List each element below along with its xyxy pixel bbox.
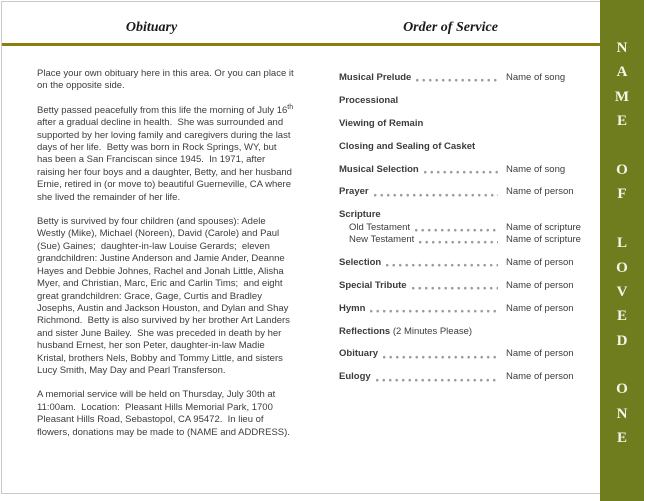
service-item-row xyxy=(339,95,592,107)
dotted-leader xyxy=(374,191,498,199)
dotted-leader xyxy=(386,261,498,269)
dotted-leader xyxy=(370,307,498,315)
banner-letter: O xyxy=(616,381,628,398)
banner-letter: O xyxy=(616,161,628,178)
dotted-leader xyxy=(412,284,498,292)
banner-letter: E xyxy=(616,113,627,130)
service-item-row xyxy=(339,141,592,153)
banner-letter: A xyxy=(616,64,628,81)
order-of-service-header: Order of Service xyxy=(403,20,498,35)
service-item-label: Old Testament xyxy=(349,221,411,233)
dotted-leader xyxy=(383,353,498,361)
service-item-row xyxy=(339,72,592,84)
service-item-value: Name of song xyxy=(506,72,566,83)
banner-letter: O xyxy=(616,259,628,276)
service-item-value: Name of person xyxy=(506,302,574,314)
page-inner xyxy=(1,1,601,494)
service-item-value: Name of person xyxy=(506,279,574,291)
banner-letter: M xyxy=(614,88,630,105)
obituary-paragraph: Betty passed peacefully from this life the morning of July 16th after a gradual decline in health. She was surrounded and supported by her loving family and caregivers during the last days of her life. Betty was born in Rock Springs, WY, but has been a San Franciscan since 1945. In 1971, after raising her four boys and a daughter, Betty, and her husband Ernie, retired in (or move to) beautiful Guerneville, CA where she lived the remainder of her life. xyxy=(37,103,296,203)
banner-letter: L xyxy=(616,235,627,252)
service-item-label: New Testament xyxy=(349,233,415,245)
service-item-value: Name of scripture xyxy=(506,221,581,233)
service-item-label: Closing and Sealing of Casket xyxy=(339,140,476,152)
service-item-row xyxy=(339,186,592,198)
service-item-label: Musical Selection xyxy=(339,163,419,175)
banner-letter: D xyxy=(616,332,628,349)
service-item-note: (2 Minutes Please) xyxy=(390,325,473,337)
service-item-label: Musical Prelude xyxy=(339,72,412,83)
obituary-text-block xyxy=(37,68,297,451)
service-item-row xyxy=(339,303,592,315)
service-item-label: Selection xyxy=(339,256,382,268)
service-item-label: Prayer xyxy=(339,186,369,198)
service-item-row xyxy=(339,348,592,360)
service-item-value: Name of person xyxy=(506,186,574,198)
service-item-label: Reflections xyxy=(339,325,391,337)
service-item-label: Viewing of Remain xyxy=(339,117,424,129)
header-rule xyxy=(2,43,600,46)
service-item-row xyxy=(339,118,592,130)
banner-letter: N xyxy=(616,405,628,422)
service-item-value: Name of song xyxy=(506,163,566,175)
service-item-value: Name of person xyxy=(506,256,574,268)
service-item-value: Name of person xyxy=(506,348,574,360)
content-columns xyxy=(2,68,600,451)
service-item-row xyxy=(339,209,592,221)
service-item-label: Special Tribute xyxy=(339,279,407,291)
obituary-paragraph: Place your own obituary here in this area. Or you can place it on the opposite side. xyxy=(37,68,297,92)
service-item-label: Eulogy xyxy=(339,371,371,383)
service-item-value: Name of person xyxy=(506,371,574,383)
service-item-row xyxy=(339,280,592,292)
banner-letter: N xyxy=(616,40,628,56)
dotted-leader xyxy=(376,376,498,384)
dotted-leader xyxy=(419,238,498,246)
banner-letter: E xyxy=(616,308,627,325)
service-item-label: Obituary xyxy=(339,348,379,360)
obituary-header: Obituary xyxy=(125,20,178,35)
dotted-leader xyxy=(416,76,498,84)
service-item-row xyxy=(339,222,592,234)
service-item-label: Processional xyxy=(339,94,399,106)
service-item-row xyxy=(339,326,592,338)
banner-letter: E xyxy=(616,430,627,447)
service-item-group xyxy=(339,209,592,246)
service-item-label: Hymn xyxy=(339,302,366,314)
banner-letter: F xyxy=(617,186,627,203)
service-item-row xyxy=(339,371,592,383)
order-of-service-list xyxy=(339,68,592,451)
dotted-leader xyxy=(424,168,498,176)
service-item-value: Name of scripture xyxy=(506,233,581,245)
banner-letter: V xyxy=(616,283,628,300)
obituary-paragraph: Betty is survived by four children (and spouses): Adele Westly (Mike), Michael (Noreen), David (Carole) and Paul (Sue) Gaines; daughter-in-law Louise Gerards; eleven grandchildren: Justine Anderson and Jamie Ander, Deanne Hayes and Debbie Johnes, Rachel and Jonah Little, Alisha Myer, and Christian, Marc, Eric and Carlin Tims; and eight great grandchildren: Grace, Gage, Curtis and Bradley Josephs, Austin and Jackson Houston, and Dylan and Shay Richmond. Betty is also survived by her brother Art Landers and sister June Bailey. She was preceded in death by her husband Ernest, her son Peter, daughter-in-law Madie Kristal, brothers Nels, Bobby and Tommy Little, and sisters Lucy Smith, May Day and Pearl Transferson. xyxy=(37,216,293,376)
header-row xyxy=(2,20,600,36)
dotted-leader xyxy=(415,226,498,234)
service-item-row xyxy=(339,164,592,176)
obituary-paragraph: A memorial service will be held on Thursday, July 30th at 11:00am. Location: Pleasant Hills Memorial Park, 1700 Pleasant Hills Road, Sebastopol, CA 95472. In lieu of flowers, donations may be made to (NAME and ADDRESS). xyxy=(37,389,290,438)
vertical-name-banner xyxy=(600,0,644,501)
service-item-row xyxy=(339,234,592,246)
service-item-label: Scripture xyxy=(339,209,381,221)
service-item-row xyxy=(339,257,592,269)
